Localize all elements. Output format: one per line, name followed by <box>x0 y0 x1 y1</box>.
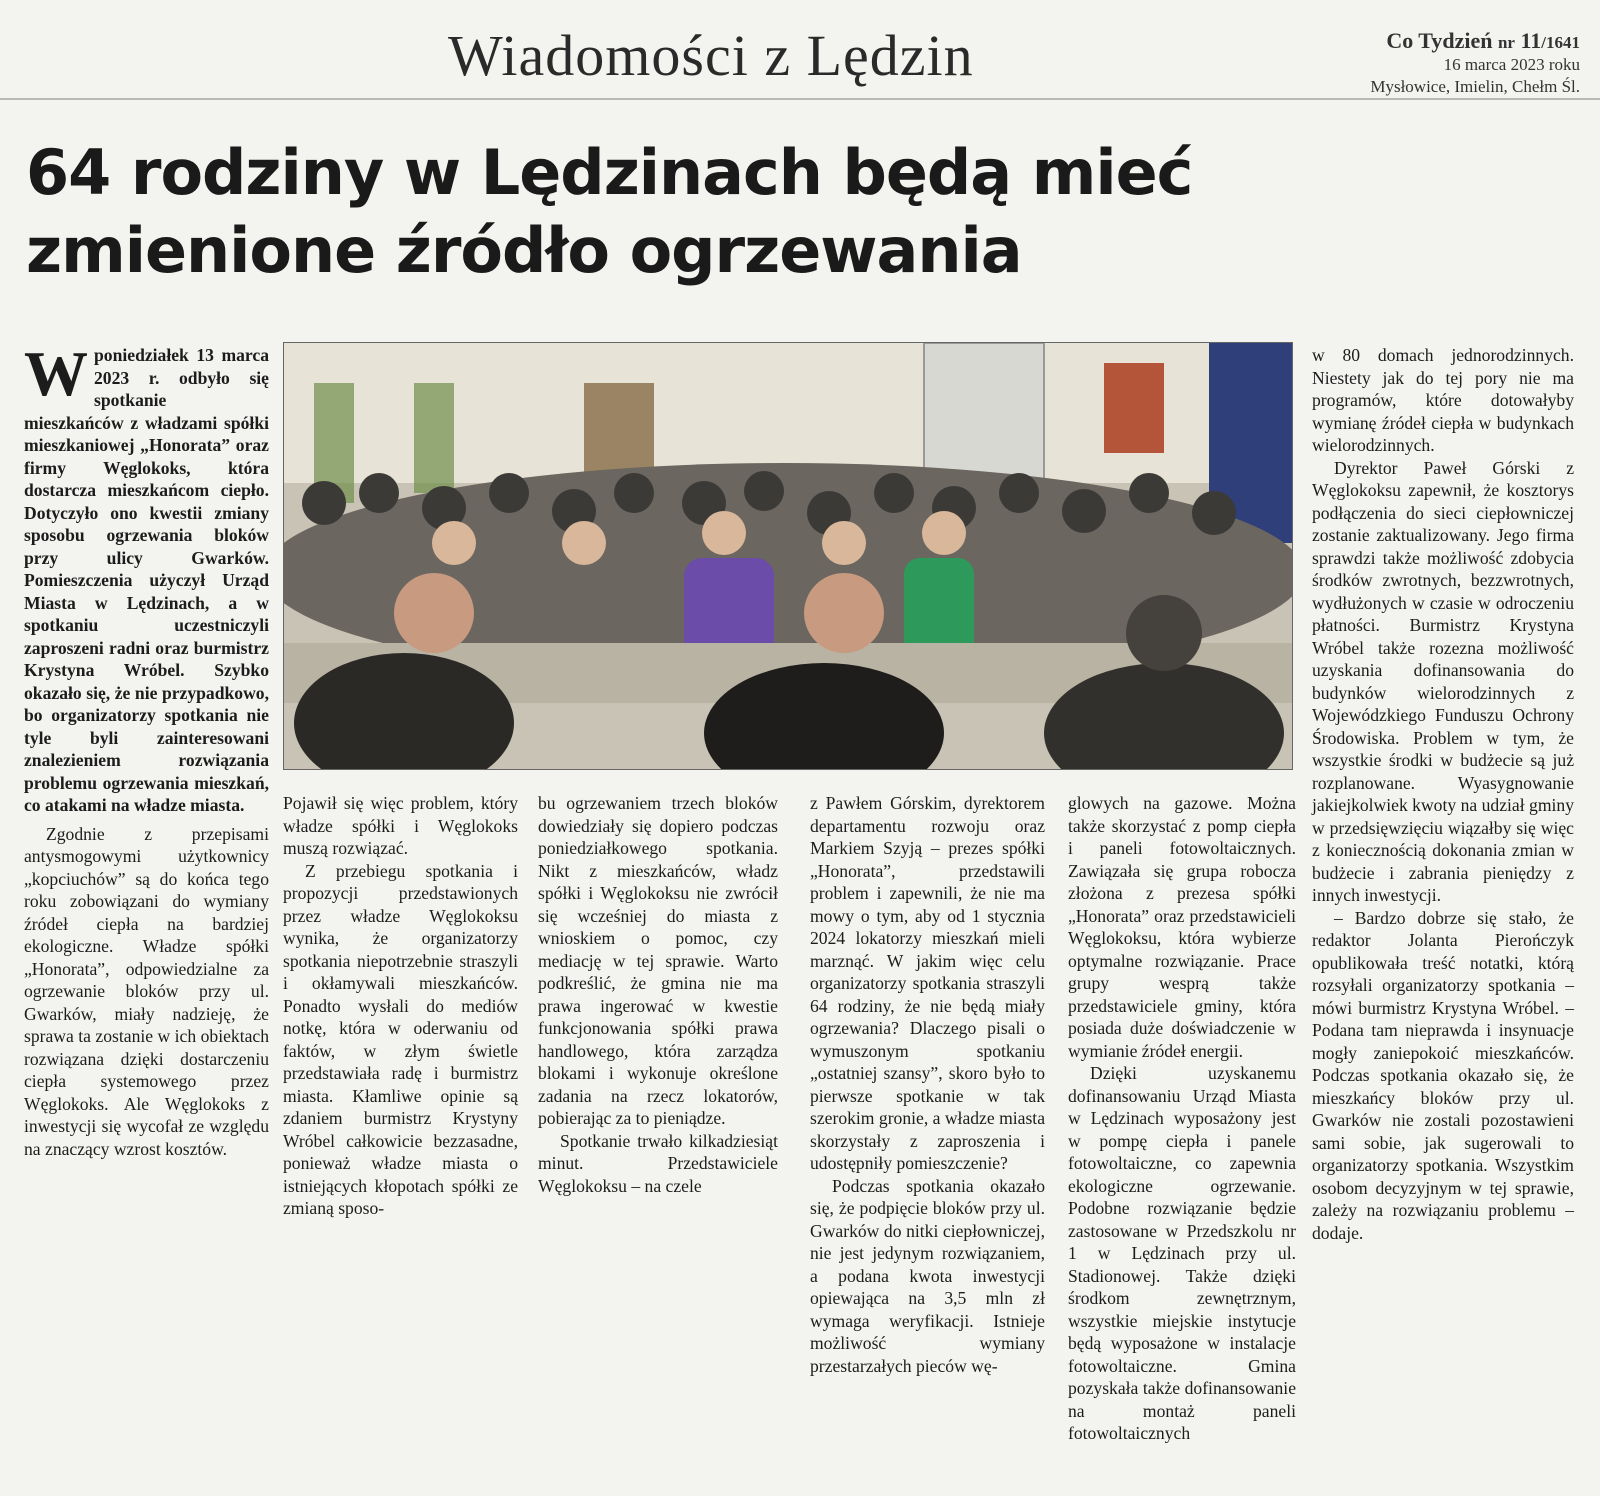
column-3 <box>538 792 778 1197</box>
col4-paragraph-2: Podczas spotkania okazało się, że podpięcie bloków przy ul. Gwarków do nitki ciepłowniczej, nie jest jedynym rozwiązaniem, a podana kwota inwestycji opiewająca na 3,5 mln zł wymaga weryfikacji. Istnieje możliwość wymiany przestarzałych pieców wę- <box>810 1175 1045 1376</box>
article-lead <box>24 338 269 817</box>
col6-paragraph-1: w 80 domach jednorodzinnych. Niestety jak do tej pory nie ma programów, które dotowałyby wymianę źródeł ciepła w budynkach wielorodzinnych. <box>1312 345 1574 455</box>
meeting-photo <box>283 342 1293 770</box>
col4-paragraph-1: z Pawłem Górskim, dyrektorem departamentu rozwoju oraz Markiem Szyją – prezes spółki „Honorata”, przedstawili problem i zapewnili, że nie ma mowy o tym, aby od 1 stycznia 2024 lokatorzy mieszkań mieli marznąć. W jakim więc celu organizatorzy spotkania straszyli 64 rodziny, że nie będą miały ogrzewania? Dlaczego pisali o wymuszonym spotkaniu „ostatniej szansy”, skoro było to pierwsze spotkanie w tak szerokim gronie, a władze miasta skorzystały z zaproszenia i udostępniły pomieszczenie? <box>810 793 1045 1173</box>
column-1 <box>24 338 269 1160</box>
section-title: Wiadomości z Lędzin <box>448 23 974 88</box>
issue-prefix: nr <box>1497 33 1515 52</box>
col6-paragraph-2: Dyrektor Paweł Górski z Węglokoksu zapewnił, że kosztorys podłączenia do sieci ciepłowniczej zostanie zaktualizowany. Jego firma sprawdzi także możliwość zdobycia środków zwrotnych, bezzwrotnych, wydłużonych w czasie w odroczeniu płatności. Burmistrz Krystyna Wróbel także rozezna możliwość uzyskania dofinansowania do budynków wielorodzinnych z Wojewódzkiego Funduszu Ochrony Środowiska. Problem w tym, że wszystkie środki w budżecie są już rozplanowane. Wyasygnowanie jakiejkolwiek kwoty na udział gminy w przedsięwzięciu wiązałby się więc z koniecznością dokonania zmian w budżecie i zabrania pieniędzy z innych inwestycji. <box>1312 457 1574 905</box>
col5-paragraph-1: glowych na gazowe. Można także skorzystać z pomp ciepła i paneli fotowoltaicznych. Zawiązała się grupa robocza złożona z prezesa spółki „Honorata” oraz przedstawicieli Węglokoksu, która wybierze optymalne rozwiązanie. Prace grupy wesprą także przedstawiciele gminy, która posiada duże doświadczenie w wymianie źródeł energii. <box>1068 793 1296 1061</box>
brand-name: Co Tydzień <box>1386 28 1493 53</box>
issue-number: 11 <box>1520 28 1542 53</box>
headline-line-2: zmienione źródło ogrzewania <box>26 214 1022 287</box>
column-4 <box>810 792 1045 1377</box>
issue-cities: Mysłowice, Imielin, Chełm Śl. <box>1370 77 1580 96</box>
col2-paragraph-1: Pojawił się więc problem, który władze spółki i Węglokoks muszą rozwiązać. <box>283 793 518 858</box>
headline-line-1: 64 rodziny w Lędzinach będą mieć <box>26 136 1193 209</box>
column-2 <box>283 792 518 1220</box>
col3-paragraph-2: Spotkanie trwało kilkadziesiąt minut. Przedstawiciele Węglokoksu – na czele <box>538 1130 778 1196</box>
col6-paragraph-3: – Bardzo dobrze się stało, że redaktor Jolanta Pierończyk opublikowała treść notatki, którą rozsyłali organizatorzy spotkania – mówi burmistrz Krystyna Wróbel. – Podana tam nieprawda i insynuacje mogły zaniepokoić mieszkańców. Podczas spotkania okazało się, że mieszkańcy bloków przy ul. Gwarków nie zostali pozostawieni sami sobie, jak sugerowali to organizatorzy spotkania. Wszystkim osobom decyzyjnym w tej sprawie, zależy na rozwiązaniu problemu – dodaje. <box>1312 907 1574 1243</box>
issue-date: 16 marca 2023 roku <box>1443 55 1580 74</box>
article-headline <box>26 134 1286 290</box>
issue-total: /1641 <box>1541 33 1580 52</box>
lead-text: poniedziałek 13 marca 2023 r. odbyło się spotkanie mieszkańców z władzami spółki mieszkaniowej „Honorata” oraz firmy Węglokoks, która dostarcza mieszkańcom ciepło. Dotyczyło ono kwestii zmiany sposobu ogrzewania bloków przy ulicy Gwarków. Pomieszczenia użyczył Urząd Miasta w Lędzinach, a w spotkaniu uczestniczyli zaproszeni radni oraz burmistrz Krystyna Wróbel. Szybko okazało się, że nie przypadkowo, bo organizatorzy spotkania nie tyle byli zainteresowani znalezieniem rozwiązania problemu ogrzewania mieszkań, co atakami na władze miasta. <box>24 345 269 815</box>
col1-paragraph-2: Zgodnie z przepisami antysmogowymi użytkownicy „kopciuchów” są do końca tego roku zobowiązani do wymiany źródeł ciepła na bardziej ekologiczne. Władze spółki „Honorata”, odpowiedzialne za ogrzewanie bloków przy ul. Gwarków, miały nadzieję, że sprawa ta zostanie w ich obiektach rozwiązana dzięki dostarczeniu ciepła systemowego przez Węglokoks. Ale Węglokoks z inwestycji się wycofał ze względu na znaczący wzrost kosztów. <box>24 823 269 1159</box>
drop-cap: W <box>24 338 88 409</box>
column-5 <box>1068 792 1296 1445</box>
col3-paragraph-1: bu ogrzewaniem trzech bloków dowiedziały się dopiero podczas poniedziałkowego spotkania. Nikt z mieszkańców, władz spółki i Węglokoksu nie zwrócił się wcześniej do miasta z wnioskiem o pomoc, czy mediację w tej sprawie. Warto podkreślić, że gmina nie ma prawa ingerować w kwestie funkcjonowania spółki prawa handlowego, która zarządza blokami i wykonuje określone zadania na rzecz lokatorów, pobierając za to pieniądze. <box>538 793 778 1128</box>
meeting-photo-illustration <box>284 343 1292 769</box>
column-6 <box>1312 344 1574 1244</box>
col2-paragraph-2: Z przebiegu spotkania i propozycji przedstawionych przez władze Węglokoksu wynika, że organizatorzy spotkania niepotrzebnie straszyli i okłamywali mieszkańców. Ponadto wysłali do mediów notkę, która w oderwaniu od faktów, w złym świetle przedstawiała radę i burmistrz miasta. Kłamliwe opinie są zdaniem burmistrz Krystyny Wróbel całkowicie bezzasadne, ponieważ władze miasta o istniejących kłopotach spółki ze zmianą sposo- <box>283 860 518 1218</box>
col5-paragraph-2: Dzięki uzyskanemu dofinansowaniu Urząd Miasta w Lędzinach wyposażony jest w pompę ciepła i panele fotowoltaiczne, co zapewnia ekologiczne ogrzewanie. Podobne rozwiązanie będzie zastosowane w Przedszkolu nr 1 w Lędzinach przy ul. Stadionowej. Także dzięki środkom zewnętrznym, wszystkie miejskie instytucje będą wyposażone w instalacje fotowoltaiczne. Gmina pozyskała także dofinansowanie na montaż paneli fotowoltaicznych <box>1068 1063 1296 1443</box>
header-divider <box>0 98 1600 100</box>
issue-info <box>1370 28 1580 98</box>
